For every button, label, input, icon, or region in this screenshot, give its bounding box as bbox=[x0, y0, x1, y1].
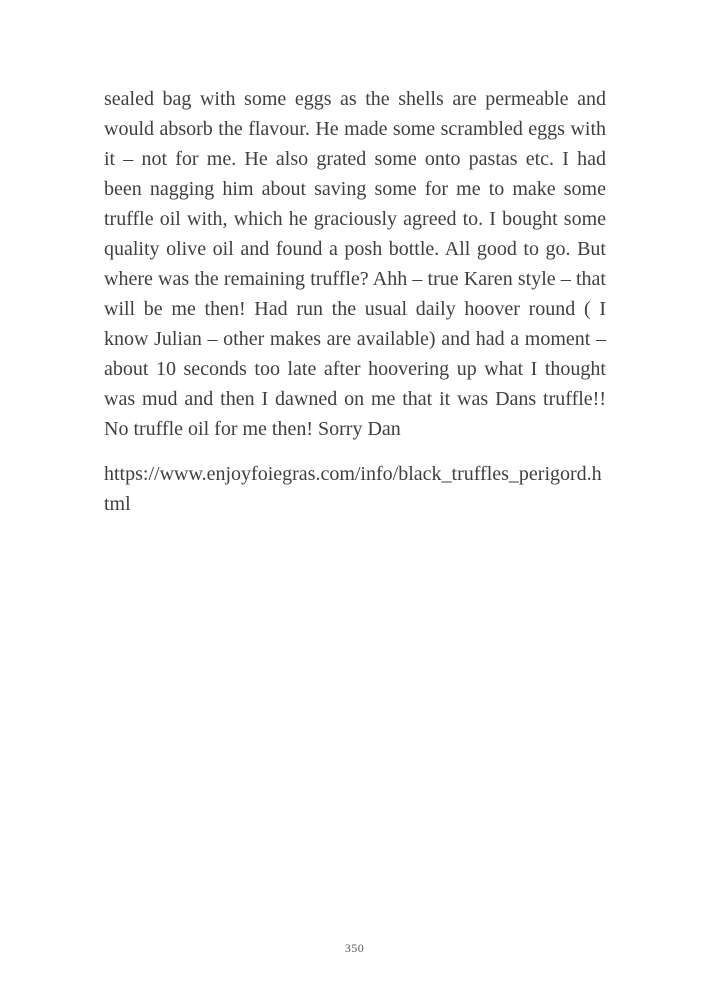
page-footer bbox=[0, 939, 709, 957]
page-number: 350 bbox=[344, 941, 365, 955]
body-paragraph: sealed bag with some eggs as the shells are permeable and would absorb the flavour. He made some scrambled eggs with it – not for me. He also grated some onto pastas etc. I had been nagging him about saving some for me to make some truffle oil with, which he graciously agreed to. I bought some quality olive oil and found a posh bottle. All good to go. But where was the remaining truffle? Ahh – true Karen style – that will be me then! Had run the usual daily hoover round ( I know Julian – other makes are available) and had a moment – about 10 seconds too late after hoovering up what I thought was mud and then I dawned on me that it was Dans truffle!! No truffle oil for me then! Sorry Dan bbox=[104, 88, 606, 440]
source-url[interactable]: https://www.enjoyfoiegras.com/info/black_truffles_perigord.html bbox=[104, 463, 602, 515]
